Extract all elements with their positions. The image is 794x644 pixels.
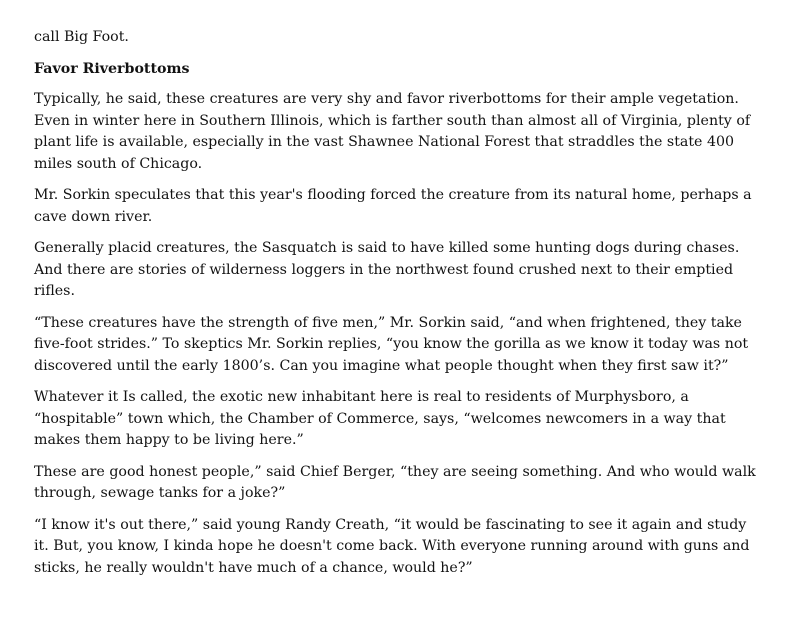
article-paragraph: “These creatures have the strength of five men,” Mr. Sorkin said, “and when frightened, they take five-foot strides.” To skeptics Mr. Sorkin replies, “you know the gorilla as we know it today was not discovered until the early 1800’s. Can you imagine what people thought when they first saw it?” <box>34 314 749 374</box>
article-paragraph: Typically, he said, these creatures are very shy and favor riverbottoms for their ample vegetation. Even in winter here in Southern Illinois, which is farther south than almost all of Virginia, plenty of plant life is available, especially in the vast Shawnee National Forest that straddles the state 400 miles south of Chicago. <box>34 91 751 172</box>
article-subhead: Favor Riverbottoms <box>34 60 190 77</box>
article-body <box>34 27 764 589</box>
article-paragraph: Generally placid creatures, the Sasquatch is said to have killed some hunting dogs during chases. And there are stories of wilderness loggers in the northwest found crushed next to their emptied rifles. <box>34 240 740 299</box>
article-paragraph: “I know it's out there,” said young Randy Creath, “it would be fascinating to see it again and study it. But, you know, I kinda hope he doesn't come back. With everyone running around with guns and sticks, he really wouldn't have much of a chance, would he?” <box>34 516 750 576</box>
article-fragment: call Big Foot. <box>34 29 129 45</box>
article-paragraph: These are good honest people,” said Chief Berger, “they are seeing something. And who would walk through, sewage tanks for a joke?” <box>34 463 756 501</box>
article-paragraph: Whatever it Is called, the exotic new inhabitant here is real to residents of Murphysboro, a “hospitable” town which, the Chamber of Commerce, says, “welcomes newcomers in a way that makes them happy to be living here.” <box>34 389 726 448</box>
article-paragraph: Mr. Sorkin speculates that this year's flooding forced the creature from its natural home, perhaps a cave down river. <box>34 187 752 225</box>
